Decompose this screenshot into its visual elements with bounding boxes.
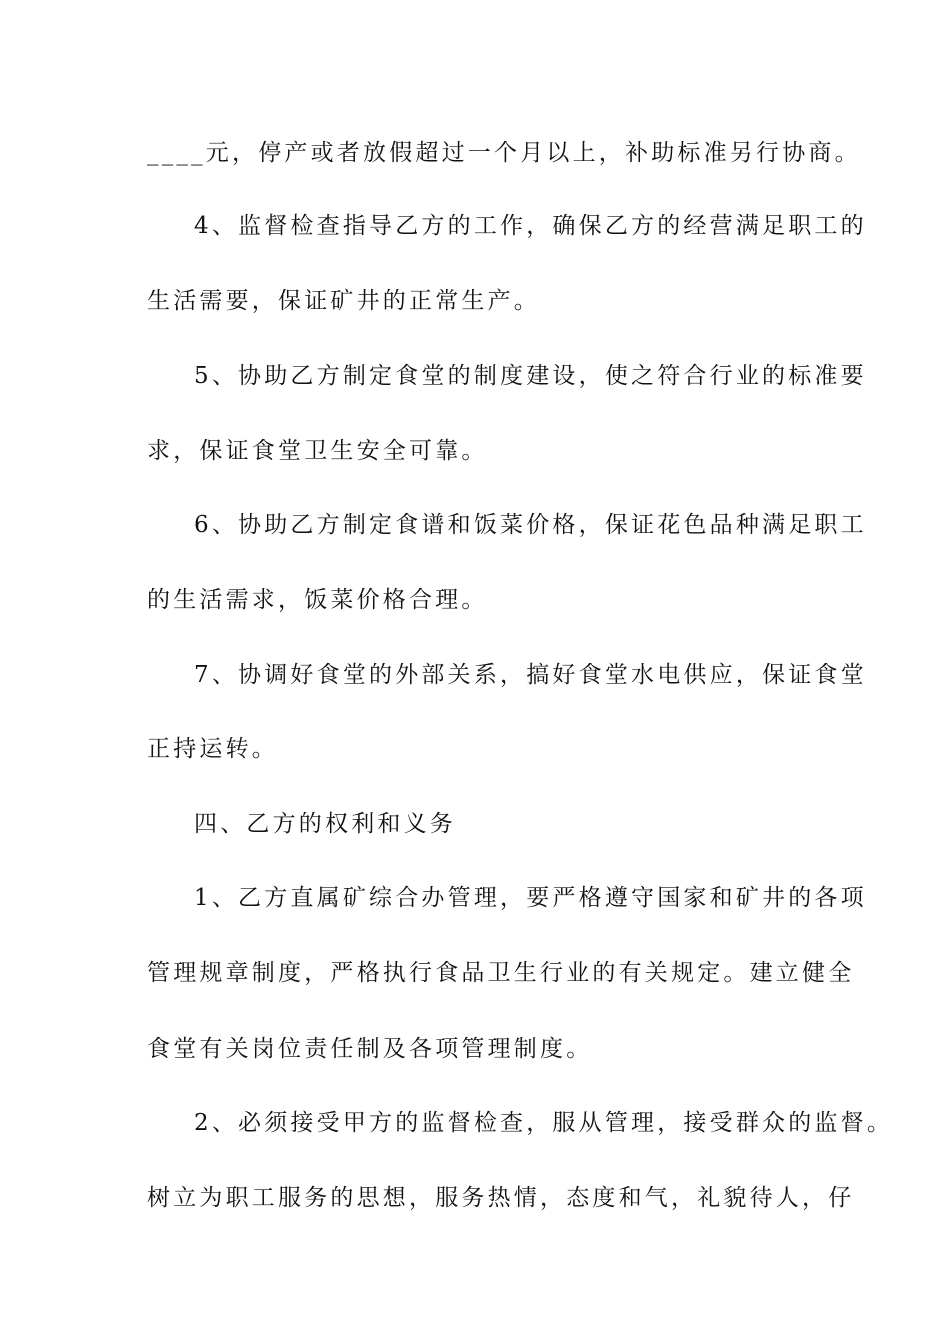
text-line-subsidy-continuation: ____元，停产或者放假超过一个月以上，补助标准另行协商。: [147, 140, 861, 166]
text-line-item-7-cont: 正持运转。: [147, 736, 278, 762]
text-line-item-4-cont: 生活需要，保证矿井的正常生产。: [147, 288, 540, 314]
text-line-b-item-1-cont: 管理规章制度，严格执行食品卫生行业的有关规定。建立健全: [147, 960, 855, 986]
text-line-b-item-1: 1、乙方直属矿综合办管理，要严格遵守国家和矿井的各项: [194, 885, 867, 911]
section-heading-party-b: 四、乙方的权利和义务: [194, 811, 456, 837]
text-line-item-6: 6、协助乙方制定食谱和饭菜价格，保证花色品种满足职工: [194, 512, 867, 538]
text-line-item-5: 5、协助乙方制定食堂的制度建设，使之符合行业的标准要: [194, 363, 867, 389]
text-line-item-6-cont: 的生活需求，饭菜价格合理。: [147, 587, 488, 613]
text-line-item-7: 7、协调好食堂的外部关系，搞好食堂水电供应，保证食堂: [194, 662, 867, 688]
text-line-item-4: 4、监督检查指导乙方的工作，确保乙方的经营满足职工的: [194, 213, 867, 239]
text-line-b-item-2: 2、必须接受甲方的监督检查，服从管理，接受群众的监督。: [194, 1110, 894, 1136]
text-line-b-item-1-cont-2: 食堂有关岗位责任制及各项管理制度。: [147, 1036, 593, 1062]
text-line-item-5-cont: 求，保证食堂卫生安全可靠。: [147, 438, 488, 464]
text-line-b-item-2-cont: 树立为职工服务的思想，服务热情，态度和气，礼貌待人，仔: [147, 1185, 855, 1211]
